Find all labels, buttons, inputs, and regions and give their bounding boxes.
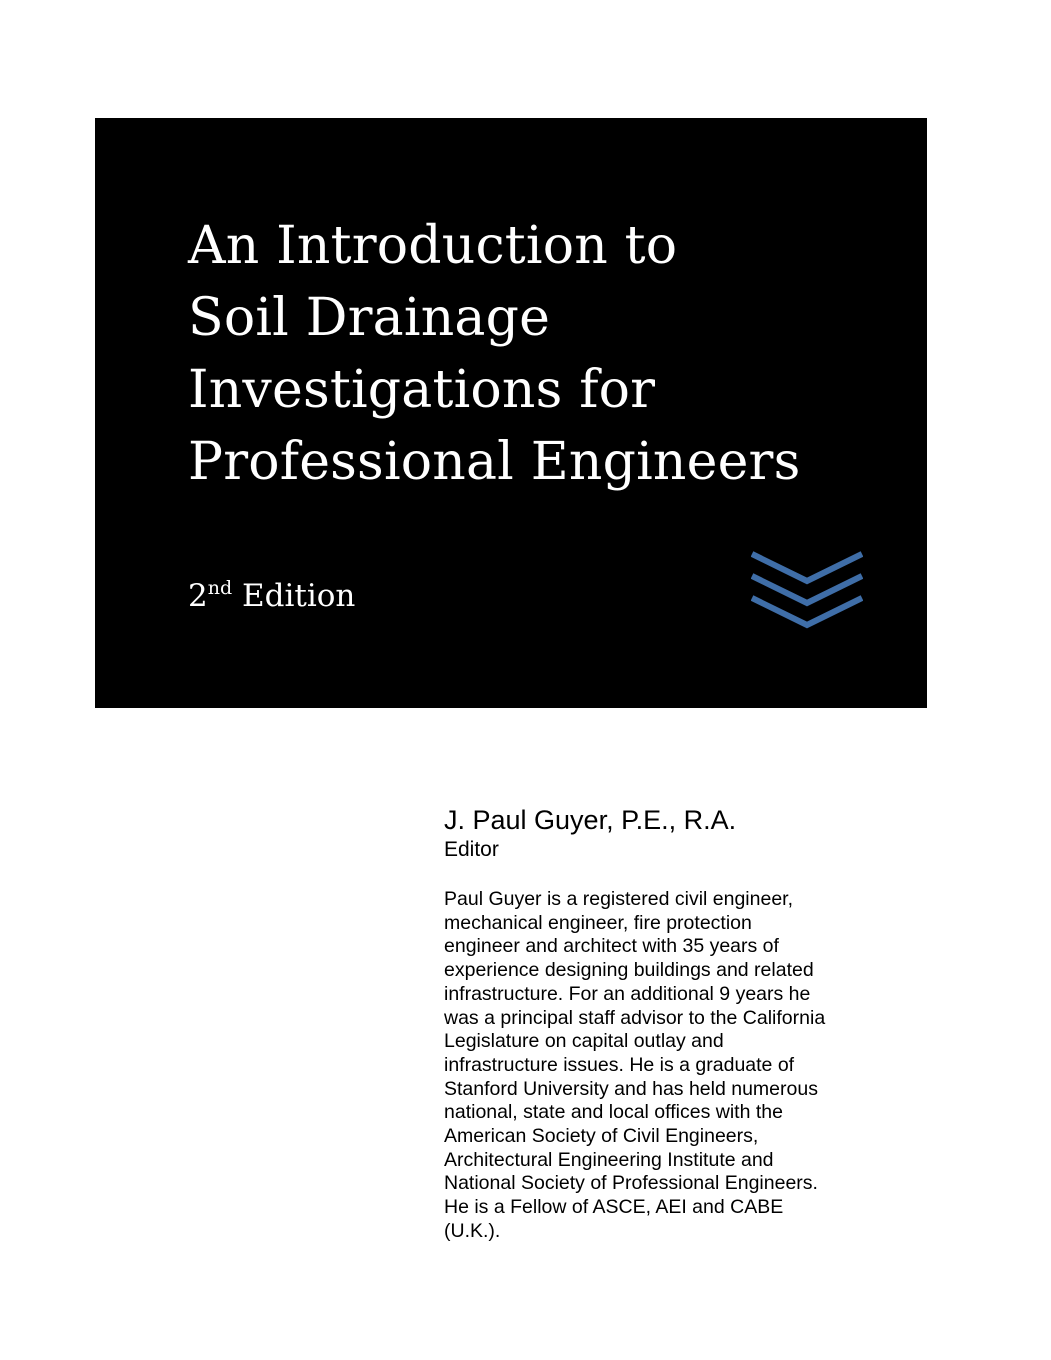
book-title-line: Professional Engineers bbox=[188, 432, 801, 492]
bio-line: Legislature on capital outlay and bbox=[444, 1030, 724, 1053]
bio-line: experience designing buildings and related bbox=[444, 959, 814, 982]
bio-line: He is a Fellow of ASCE, AEI and CABE bbox=[444, 1196, 784, 1219]
author-role: Editor bbox=[444, 838, 499, 861]
bio-line: national, state and local offices with the bbox=[444, 1101, 783, 1124]
bio-line: infrastructure issues. He is a graduate of bbox=[444, 1053, 795, 1076]
edition-word: Edition bbox=[242, 578, 356, 614]
triple-chevron-down-icon bbox=[751, 549, 863, 641]
book-title-line: Investigations for bbox=[188, 360, 656, 420]
bio-line: National Society of Professional Engineers. bbox=[444, 1172, 818, 1195]
bio-line: American Society of Civil Engineers, bbox=[444, 1125, 759, 1148]
edition-number: 2 bbox=[188, 578, 208, 614]
book-title-line: Soil Drainage bbox=[188, 288, 551, 348]
author-biography bbox=[444, 888, 904, 1244]
book-title-line: An Introduction to bbox=[188, 216, 678, 276]
bio-line: engineer and architect with 35 years of bbox=[444, 935, 779, 958]
bio-line: infrastructure. For an additional 9 years he bbox=[444, 982, 811, 1005]
bio-line: Architectural Engineering Institute and bbox=[444, 1148, 774, 1171]
bio-line: was a principal staff advisor to the California bbox=[444, 1006, 826, 1029]
author-name: J. Paul Guyer, P.E., R.A. bbox=[444, 805, 737, 835]
cover-title-panel bbox=[95, 118, 927, 708]
book-title bbox=[188, 210, 800, 498]
edition-label bbox=[188, 578, 355, 614]
author-block bbox=[444, 803, 894, 863]
edition-ordinal-suffix: nd bbox=[207, 577, 233, 599]
bio-line: mechanical engineer, fire protection bbox=[444, 911, 752, 934]
bio-line: Stanford University and has held numerous bbox=[444, 1077, 818, 1100]
bio-line: Paul Guyer is a registered civil engineer, bbox=[444, 888, 794, 910]
bio-line: (U.K.). bbox=[444, 1219, 501, 1242]
chevron-stroke-top bbox=[752, 554, 862, 581]
